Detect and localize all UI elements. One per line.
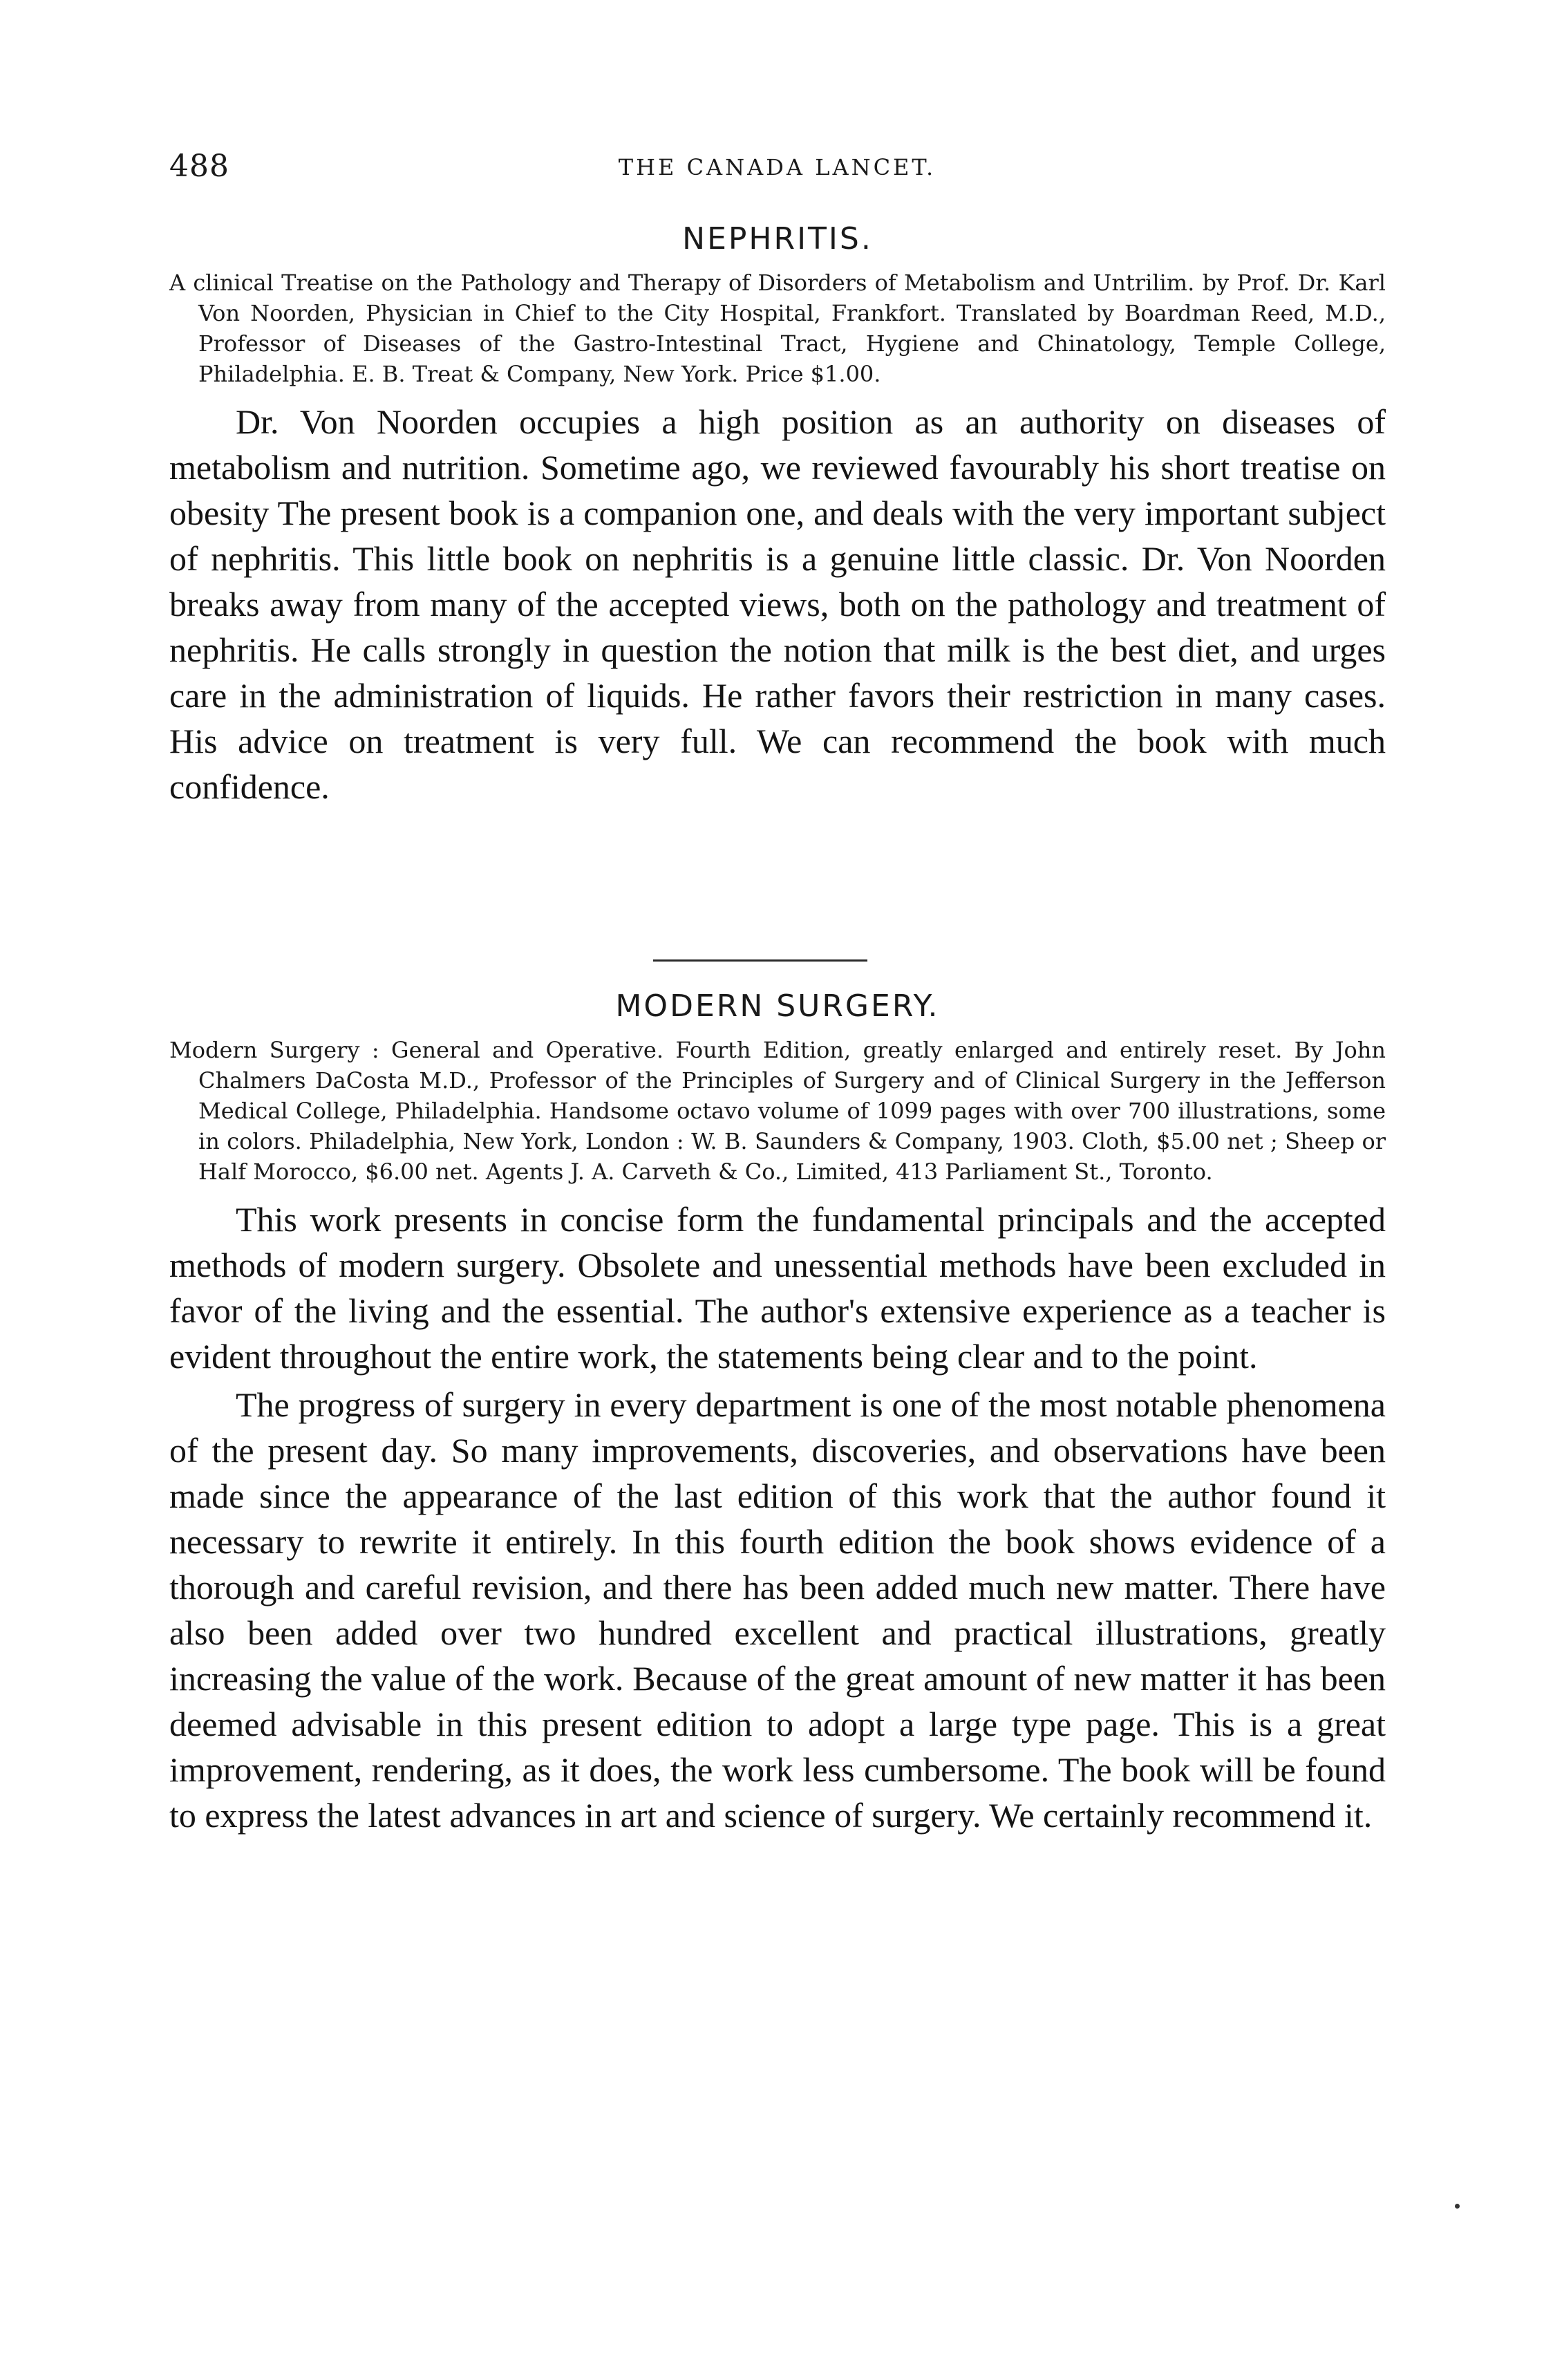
- bibliographic-entry: Modern Surgery : General and Operative. Fourth Edition, greatly enlarged and entirely reset. By John Chalmers DaCosta M.D., Professor of the Principles of Surgery and of Clinical Surgery in the Jefferson Medical College, Philadelphia. Handsome octavo volume of 1099 pages with over 700 illustrations, some in colors. Philadelphia, New York, London : W. B. Saunders & Company, 1903. Cloth, $5.00 net ; Sheep or Half Morocco, $6.00 net. Agents J. A. Carveth & Co., Limited, 413 Parliament St., Toronto.: [169, 1037, 1386, 1185]
- review-paragraph: The progress of surgery in every department is one of the most notable phenomena of the present day. So many improvements, discoveries, and observations have been made since the appearance of the last edition of this work that the author found it necessary to rewrite it entirely. In this fourth edition the book shows evidence of a thorough and careful revision, and there has been added much new matter. There have also been added over two hundred excellent and practical illustrations, greatly increasing the value of the work. Because of the great amount of new matter it has been deemed advisable in this present edition to adopt a large type page. This is a great improvement, rendering, as it does, the work less cumbersome. The book will be found to express the latest advances in art and science of surgery. We certainly recommend it.: [169, 1385, 1386, 1835]
- review-paragraph: This work presents in concise form the fundamental principals and the accepted methods of modern surgery. Obsolete and unessential methods have been excluded in favor of the living and the essential. The author's extensive experience as a teacher is evident throughout the entire work, the statements being clear and to the point.: [169, 1200, 1386, 1376]
- running-head: THE CANADA LANCET.: [618, 154, 936, 180]
- review-heading: MODERN SURGERY.: [615, 988, 940, 1024]
- print-speck: [1455, 2204, 1460, 2209]
- page-number: 488: [169, 149, 229, 184]
- review-paragraph: Dr. Von Noorden occupies a high position as an authority on diseases of metabolism and nutrition. Sometime ago, we reviewed favourably his short treatise on obesity The present book is a companion one, and deals with the very important subject of nephritis. This little book on nephritis is a genuine little classic. Dr. Von Noorden breaks away from many of the accepted views, both on the pathology and treatment of nephritis. He calls strongly in question the notion that milk is the best diet, and urges care in the administration of liquids. He rather favors their restriction in many cases. His advice on treatment is very full. We can recommend the book with much confidence.: [169, 402, 1386, 806]
- review-modern-surgery: [169, 988, 1386, 1838]
- bibliographic-entry: A clinical Treatise on the Pathology and Therapy of Disorders of Metabolism and Untrilim. by Prof. Dr. Karl Von Noorden, Physician in Chief to the City Hospital, Frankfort. Translated by Boardman Reed, M.D., Professor of Diseases of the Gastro-Intestinal Tract, Hygiene and Chinatology, Temple College, Philadelphia. E. B. Treat & Company, New York. Price $1.00.: [169, 270, 1386, 387]
- page-header: [169, 149, 1385, 190]
- section-divider: [653, 959, 867, 962]
- review-nephritis: [169, 221, 1386, 809]
- review-heading: NEPHRITIS.: [682, 221, 873, 256]
